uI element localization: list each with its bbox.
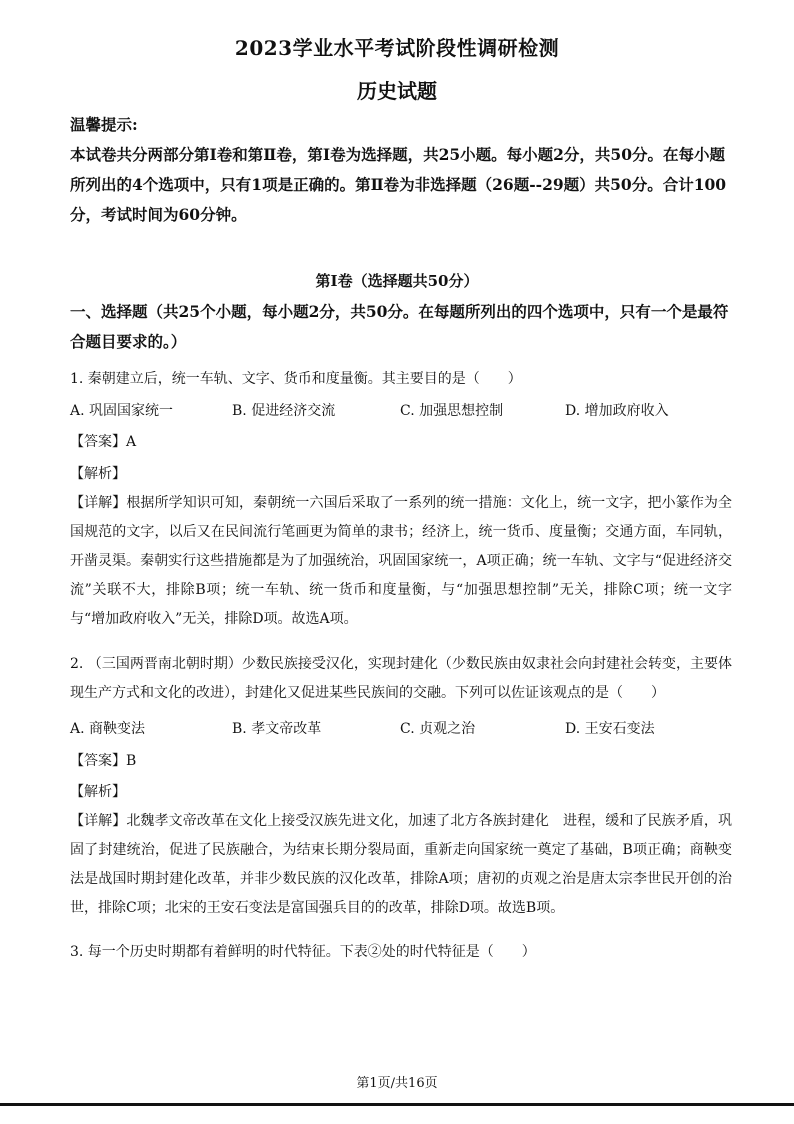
subject-title: 历史试题 (357, 79, 437, 103)
question-2-answer: 【答案】B (70, 753, 137, 769)
question-2-detail: 【详解】北魏孝文帝改革在文化上接受汉族先进文化，加速了北方各族封建化 进程，缓和了民族矛盾，巩固了封建统治，促进了民族融合，为结束长期分裂局面，重新走向国家统一奠定了基础，B项正确；商鞅变法是战国时期封建化改革，并非少数民族的汉化改革，排除A项；唐初的贞观之治是唐太宗李世民开创的治世，排除C项；北宋的王安石变法是富国强兵目的的改革，排除D项。故选B项。 (70, 813, 732, 916)
question-2-option-d: D. 王安石变法 (565, 721, 655, 737)
question-1-option-c: C. 加强思想控制 (400, 403, 504, 419)
question-2-option-b: B. 孝文帝改革 (232, 721, 322, 737)
exam-title: 2023学业水平考试阶段性调研检测 (234, 36, 560, 60)
question-3-stem: 3. 每一个历史时期都有着鲜明的时代特征。下表②处的时代特征是（ ） (70, 944, 536, 960)
question-2-analysis-label: 【解析】 (70, 784, 126, 800)
tips-heading: 温馨提示: (70, 115, 138, 134)
question-1-option-a: A. 巩固国家统一 (70, 403, 174, 419)
question-2-option-c: C. 贞观之治 (400, 721, 476, 737)
section-title: 第Ⅰ卷（选择题共50分） (315, 272, 479, 290)
question-1-option-d: D. 增加政府收入 (565, 403, 669, 419)
bottom-rule (0, 1103, 794, 1106)
question-1-stem: 1. 秦朝建立后，统一车轨、文字、货币和度量衡。其主要目的是（ ） (70, 371, 522, 387)
question-1-option-b: B. 促进经济交流 (232, 403, 336, 419)
question-1-detail: 【详解】根据所学知识可知，秦朝统一六国后采取了一系列的统一措施：文化上，统一文字，把小篆作为全国规范的文字，以后又在民间流行笔画更为简单的隶书；经济上，统一货币、度量衡；交通方面，车同轨，开凿灵渠。秦朝实行这些措施都是为了加强统治，巩固国家统一，A项正确；统一车轨、文字与“促进经济交流”关联不大，排除B项；统一车轨、统一货币和度量衡，与“加强思想控制”无关，排除C项；统一文字与“增加政府收入”无关，排除D项。故选A项。 (70, 495, 732, 627)
question-1-answer: 【答案】A (70, 434, 137, 450)
question-2-option-a: A. 商鞅变法 (70, 721, 146, 737)
page-number: 第1页/共16页 (356, 1076, 438, 1091)
question-2-stem: 2. （三国两晋南北朝时期）少数民族接受汉化，实现封建化（少数民族由奴隶社会向封建社会转变，主要体现生产方式和文化的改进），封建化又促进某些民族间的交融。下列可以佐证该观点的是（ ） (70, 656, 732, 701)
section-instructions: 一、选择题（共25个小题，每小题2分，共50分。在每题所列出的四个选项中，只有一个是最符合题目要求的。） (70, 302, 729, 351)
question-1-analysis-label: 【解析】 (70, 466, 126, 482)
tips-body: 本试卷共分两部分第Ⅰ卷和第Ⅱ卷，第Ⅰ卷为选择题，共25小题。每小题2分，共50分。在每小题所列出的4个选项中，只有1项是正确的。第Ⅱ卷为非选择题（26题--29题）共50分。合计100分，考试时间为60分钟。 (70, 145, 727, 224)
